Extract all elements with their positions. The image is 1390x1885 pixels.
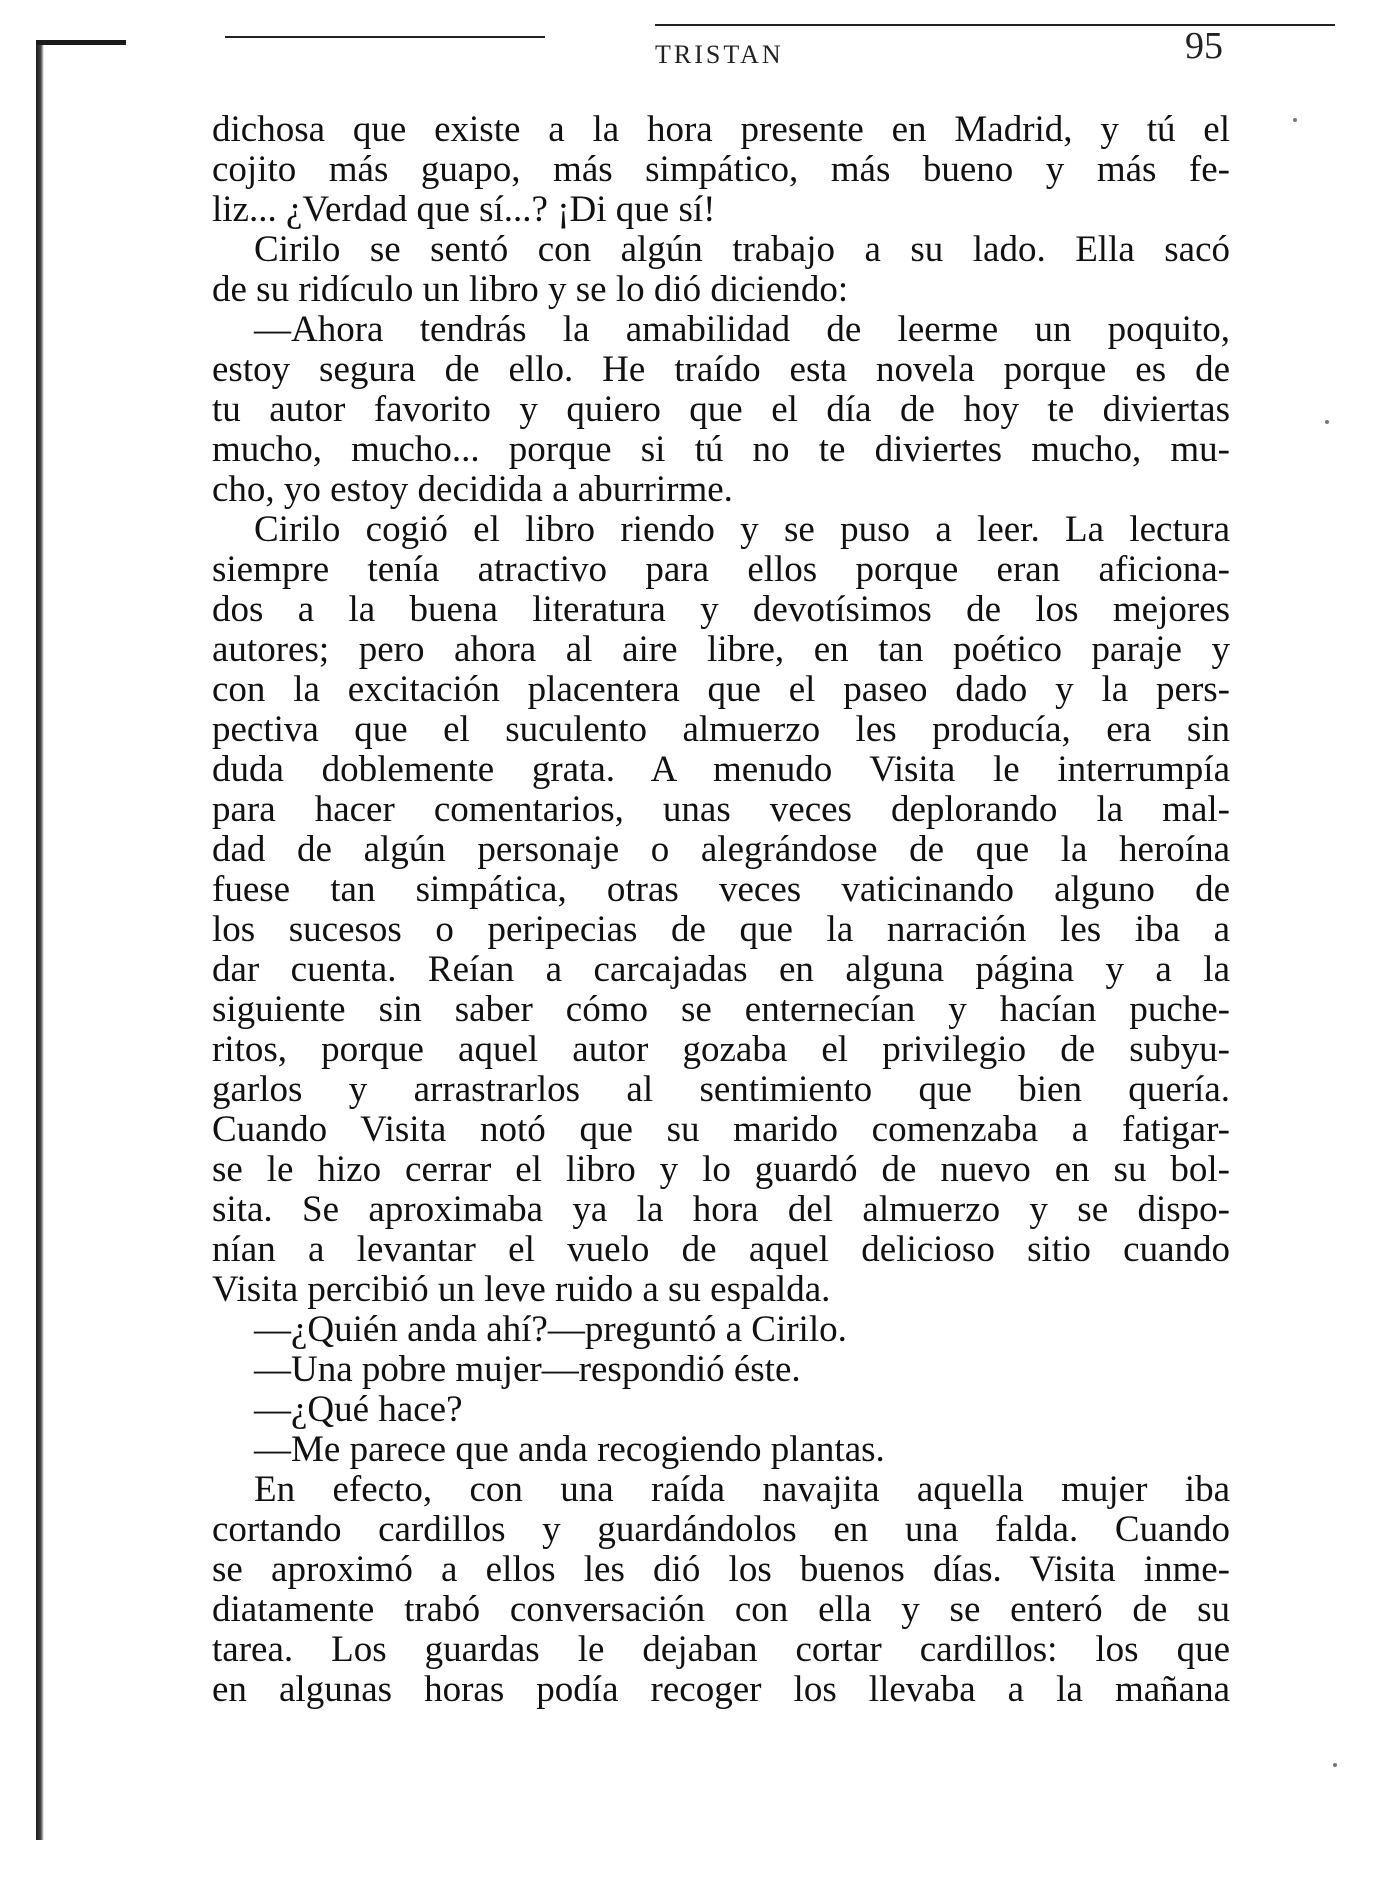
text-line: —¿Quién anda ahí?—preguntó a Cirilo. [254, 1309, 847, 1350]
text-line: tu autor favorito y quiero que el día de hoy te diviertas [212, 389, 1230, 430]
text-line: sita. Se aproximaba ya la hora del almuerzo y se dispo- [212, 1189, 1230, 1230]
text-line: se aproximó a ellos les dió los buenos días. Visita inme- [212, 1549, 1230, 1590]
scan-speck [1293, 118, 1297, 122]
running-title: TRISTAN [655, 40, 784, 69]
text-line: se le hizo cerrar el libro y lo guardó de nuevo en su bol- [212, 1149, 1230, 1190]
text-line: diatamente trabó conversación con ella y se enteró de su [212, 1589, 1230, 1630]
text-line: dar cuenta. Reían a carcajadas en alguna página y a la [212, 949, 1230, 990]
text-line: Visita percibió un leve ruido a su espalda. [212, 1269, 831, 1310]
text-line: de su ridículo un libro y se lo dió diciendo: [212, 269, 849, 310]
header-rule-right [655, 24, 1335, 26]
text-line: liz... ¿Verdad que sí...? ¡Di que sí! [212, 189, 716, 230]
text-line: —Una pobre mujer—respondió éste. [254, 1349, 801, 1390]
text-line: los sucesos o peripecias de que la narración les iba a [212, 909, 1230, 950]
text-line: cojito más guapo, más simpático, más bueno y más fe- [212, 149, 1230, 190]
scan-speck [1325, 420, 1329, 424]
running-header [225, 18, 1335, 69]
text-line: fuese tan simpática, otras veces vaticinando alguno de [212, 869, 1230, 910]
text-line: duda doblemente grata. A menudo Visita le interrumpía [212, 749, 1230, 790]
text-line: Cirilo cogió el libro riendo y se puso a leer. La lectura [254, 509, 1230, 550]
binding-top-mark [36, 40, 126, 45]
text-line: cho, yo estoy decidida a aburrirme. [212, 469, 733, 510]
text-line: cortando cardillos y guardándolos en una falda. Cuando [212, 1509, 1230, 1550]
text-line: —Me parece que anda recogiendo plantas. [254, 1429, 885, 1470]
scan-speck [1333, 1763, 1337, 1767]
text-line: en algunas horas podía recoger los llevaba a la mañana [212, 1669, 1230, 1710]
text-line: dichosa que existe a la hora presente en Madrid, y tú el [212, 109, 1230, 150]
text-line: pectiva que el suculento almuerzo les producía, era sin [212, 709, 1230, 750]
text-line: mucho, mucho... porque si tú no te diviertes mucho, mu- [212, 429, 1230, 470]
text-line: —¿Qué hace? [254, 1389, 463, 1430]
text-line: estoy segura de ello. He traído esta novela porque es de [212, 349, 1230, 390]
text-line: nían a levantar el vuelo de aquel delicioso sitio cuando [212, 1229, 1230, 1270]
text-line: autores; pero ahora al aire libre, en tan poético paraje y [212, 629, 1230, 670]
text-line: ritos, porque aquel autor gozaba el privilegio de subyu- [212, 1029, 1230, 1070]
text-line: —Ahora tendrás la amabilidad de leerme un poquito, [254, 309, 1230, 350]
text-line: tarea. Los guardas le dejaban cortar cardillos: los que [212, 1629, 1230, 1670]
binding-shadow [36, 40, 44, 1840]
text-line: garlos y arrastrarlos al sentimiento que bien quería. [212, 1069, 1230, 1110]
text-line: para hacer comentarios, unas veces deplorando la mal- [212, 789, 1230, 830]
body-text [212, 110, 1230, 1710]
text-line: Cirilo se sentó con algún trabajo a su lado. Ella sacó [254, 229, 1230, 270]
text-line: siguiente sin saber cómo se enternecían y hacían puche- [212, 989, 1230, 1030]
text-line: con la excitación placentera que el paseo dado y la pers- [212, 669, 1230, 710]
text-line: En efecto, con una raída navajita aquella mujer iba [254, 1469, 1230, 1510]
page-number: 95 [1185, 25, 1223, 67]
text-line: dos a la buena literatura y devotísimos de los mejores [212, 589, 1230, 630]
header-rule-left [225, 36, 545, 38]
text-line: siempre tenía atractivo para ellos porque eran aficiona- [212, 549, 1230, 590]
text-line: dad de algún personaje o alegrándose de que la heroína [212, 829, 1230, 870]
text-line: Cuando Visita notó que su marido comenzaba a fatigar- [212, 1109, 1230, 1150]
